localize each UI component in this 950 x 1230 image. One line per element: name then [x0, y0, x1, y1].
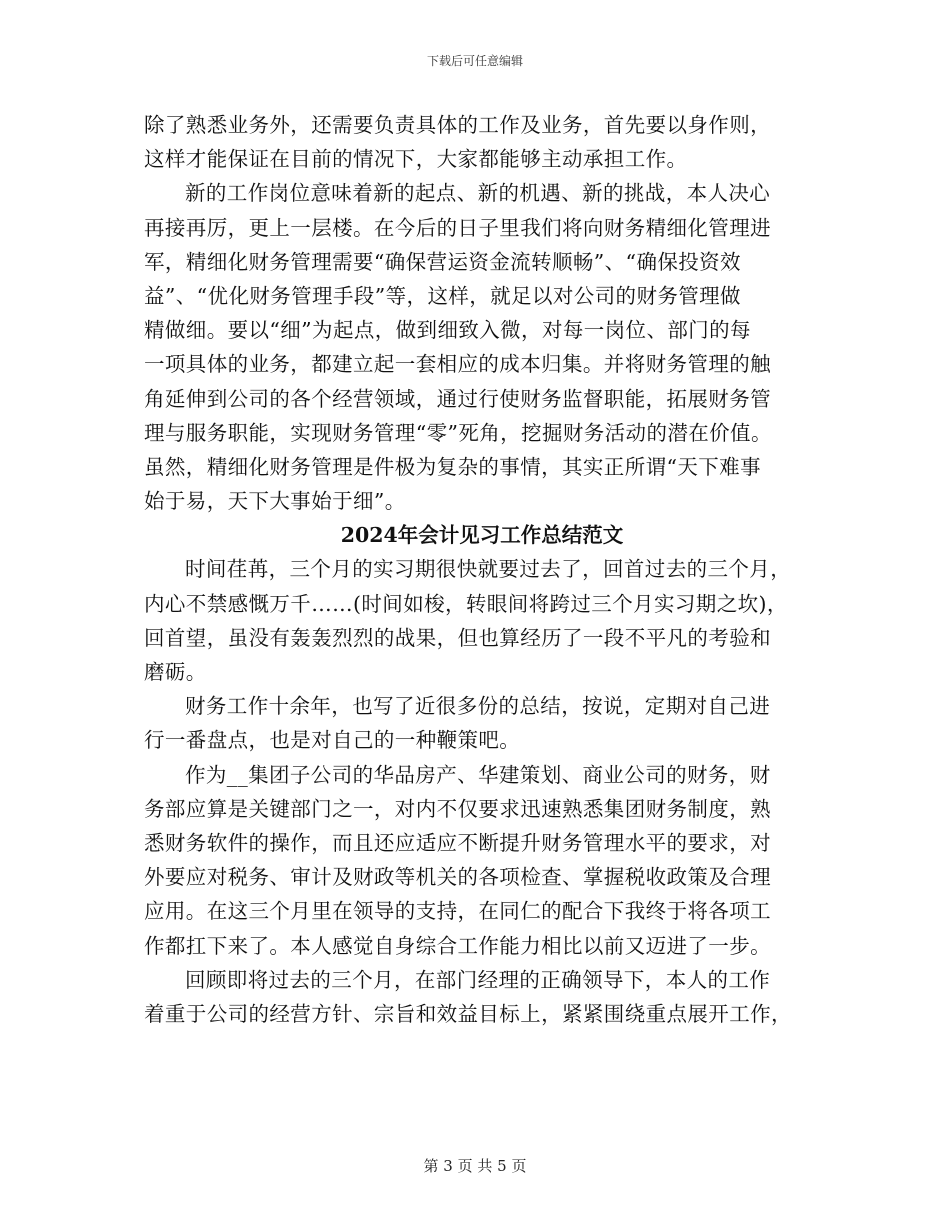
- text-line: 角延伸到公司的各个经营领域，通过行使财务监督职能，拓展财务管: [144, 386, 771, 411]
- paragraph: [144, 963, 804, 1031]
- text-line: 新的工作岗位意味着新的起点、新的机遇、新的挑战，本人决心: [185, 181, 771, 206]
- paragraph: [144, 689, 804, 757]
- text-line: 一项具体的业务，都建立起一套相应的成本归集。并将财务管理的触: [144, 352, 771, 377]
- text-line: 回首望，虽没有轰轰烈烈的战果，但也算经历了一段不平凡的考验和: [144, 625, 771, 650]
- text-line: 外要应对税务、审计及财政等机关的各项检查、掌握税收政策及合理: [144, 865, 771, 890]
- text-line: 内心不禁感慨万千……(时间如梭，转眼间将跨过三个月实习期之坎)，: [144, 591, 788, 616]
- text-line: 精做细。要以“细”为起点，做到细致入微，对每一岗位、部门的每: [144, 318, 751, 343]
- text-line: 再接再厉，更上一层楼。在今后的日子里我们将向财务精细化管理进: [144, 215, 771, 240]
- text-line: 财务工作十余年，也写了近很多份的总结，按说，定期对自己进: [185, 694, 771, 719]
- paragraph: [144, 176, 804, 518]
- text-line: 回顾即将过去的三个月，在部门经理的正确领导下，本人的工作: [185, 967, 771, 992]
- page-header-note: 下载后可任意编辑: [426, 54, 523, 68]
- page-number: 第 3 页 共 5 页: [423, 1157, 527, 1175]
- paragraph: [144, 552, 804, 689]
- text-line: 磨砺。: [144, 660, 207, 684]
- text-line: 务部应算是关键部门之一，对内不仅要求迅速熟悉集团财务制度，熟: [144, 796, 771, 821]
- text-line: 虽然，精细化财务管理是件极为复杂的事情，其实正所谓“天下难事: [144, 454, 761, 479]
- paragraph-continuation: [144, 108, 804, 176]
- text-line: 应用。在这三个月里在领导的支持，在同仁的配合下我终于将各项工: [144, 899, 771, 924]
- text-line: 军，精细化财务管理需要“确保营运资金流转顺畅”、“确保投资效: [144, 249, 741, 274]
- text-line: 益”、“优化财务管理手段”等，这样，就足以对公司的财务管理做: [144, 283, 741, 308]
- paragraph: [144, 758, 804, 963]
- text-line: 时间荏苒，三个月的实习期很快就要过去了，回首过去的三个月，: [185, 557, 792, 582]
- text-line: 悉财务软件的操作，而且还应适应不断提升财务管理水平的要求，对: [144, 830, 771, 855]
- text-line: 始于易，天下大事始于细”。: [144, 489, 406, 514]
- text-line: 作都扛下来了。本人感觉自身综合工作能力相比以前又迈进了一步。: [144, 933, 771, 958]
- text-line: 行一番盘点，也是对自己的一种鞭策吧。: [144, 728, 521, 753]
- text-line: 作为__集团子公司的华品房产、华建策划、商业公司的财务，财: [185, 762, 771, 787]
- text-line: 除了熟悉业务外，还需要负责具体的工作及业务，首先要以身作则，: [144, 113, 771, 137]
- text-line: 着重于公司的经营方针、宗旨和效益目标上，紧紧围绕重点展开工作，: [144, 1001, 792, 1026]
- text-line: 这样才能保证在目前的情况下，大家都能够主动承担工作。: [144, 147, 688, 172]
- section-title: 2024年会计见习工作总结范文: [340, 523, 624, 548]
- document-body: [144, 108, 804, 1031]
- text-line: 理与服务职能，实现财务管理“零”死角，挖掘财务活动的潜在价值。: [144, 420, 772, 445]
